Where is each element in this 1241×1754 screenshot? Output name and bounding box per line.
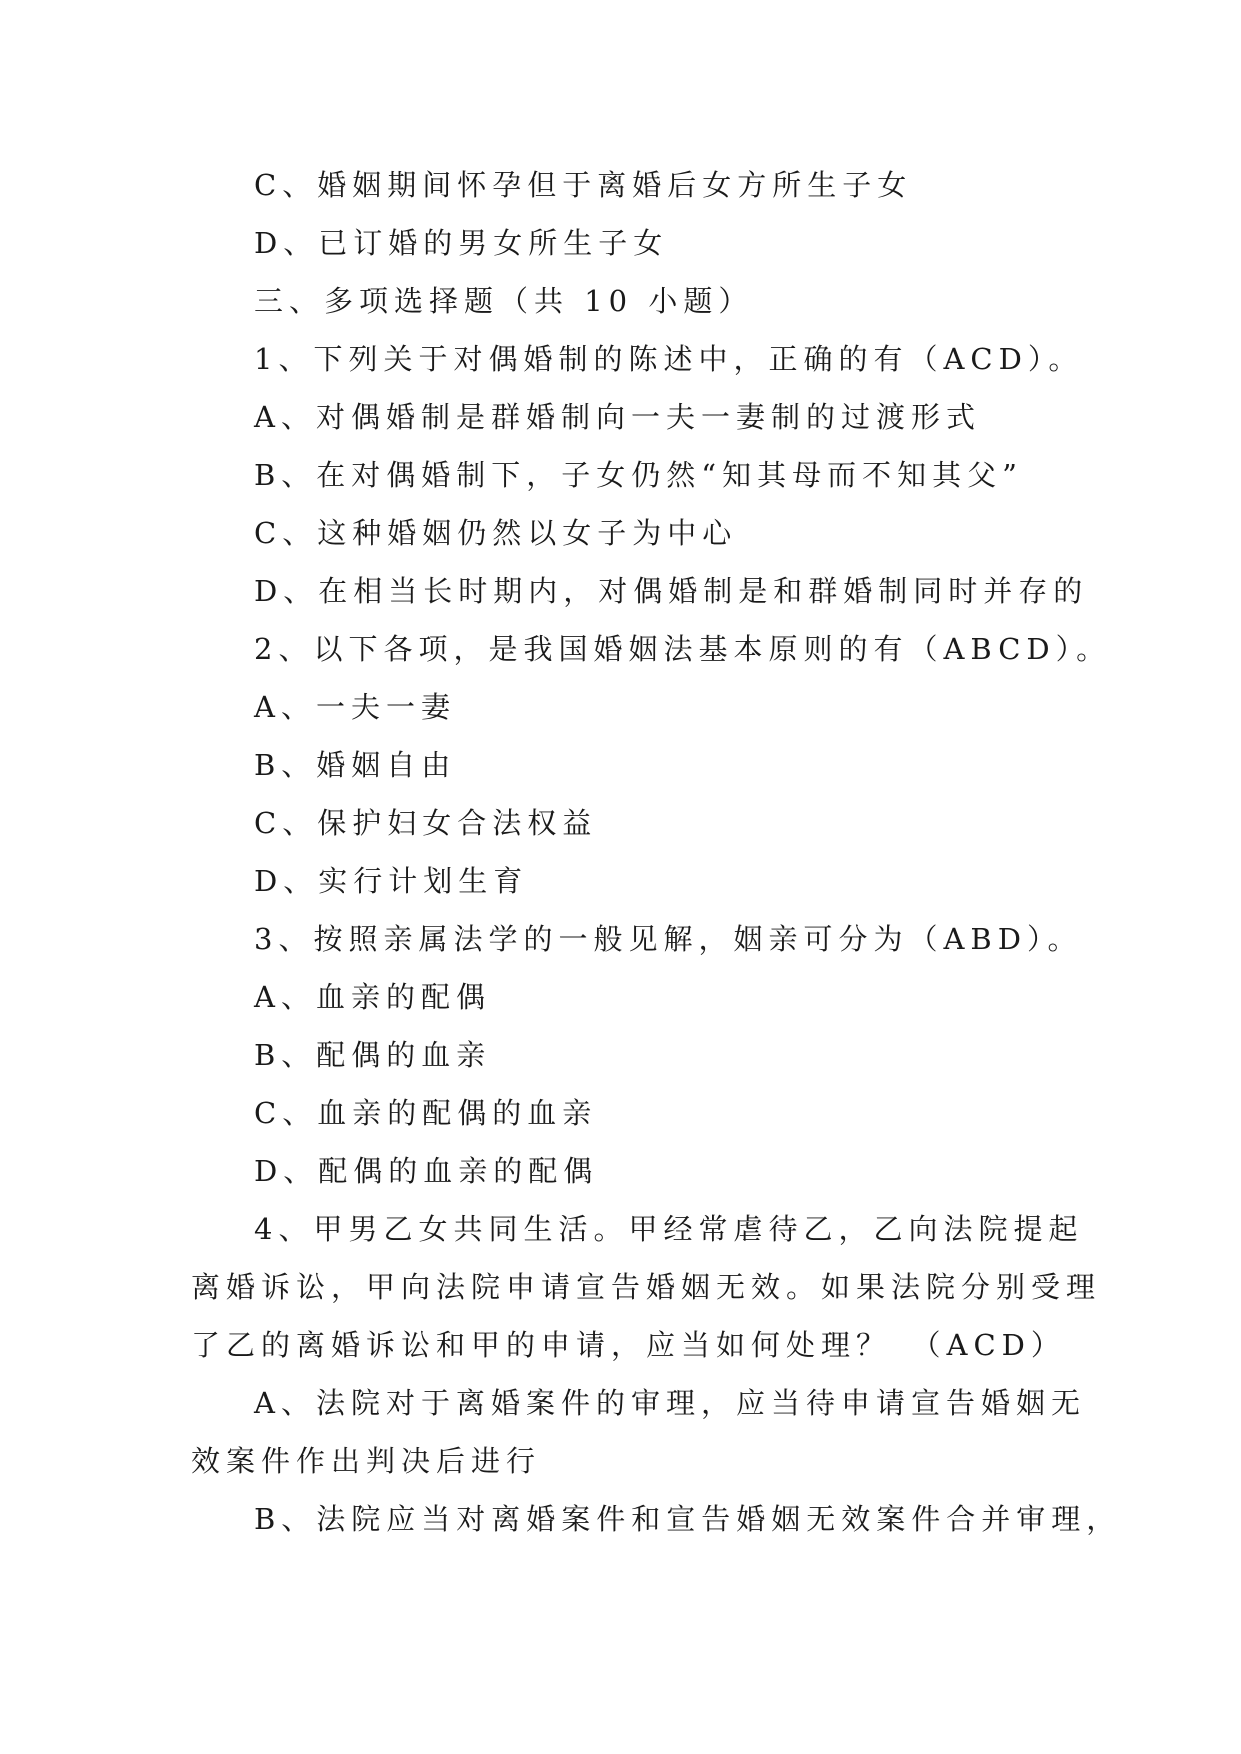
q3-option-b: B、配偶的血亲 [254, 1038, 492, 1072]
section-heading-multiple-choice: 三、多项选择题（共 10 小题） [254, 284, 754, 318]
q1-option-d: D、在相当长时期内，对偶婚制是和群婚制同时并存的 [254, 574, 1089, 608]
q2-option-a: A、一夫一妻 [254, 690, 456, 724]
question-4-line-2: 离婚诉讼，甲向法院申请宣告婚姻无效。如果法院分别受理 [191, 1270, 1102, 1304]
question-1: 1、下列关于对偶婚制的陈述中，正确的有（ACD）。 [254, 342, 1084, 376]
q4-option-a-line-2: 效案件作出判决后进行 [191, 1444, 542, 1478]
question-4-line-3: 了乙的离婚诉讼和甲的申请，应当如何处理？ （ACD） [191, 1328, 1066, 1362]
q3-option-a: A、血亲的配偶 [254, 980, 491, 1014]
q1-option-a: A、对偶婚制是群婚制向一夫一妻制的过渡形式 [254, 400, 981, 434]
q1-option-b: B、在对偶婚制下，子女仍然“知其母而不知其父” [254, 458, 1023, 492]
question-3: 3、按照亲属法学的一般见解，姻亲可分为（ABD）。 [254, 922, 1083, 956]
option-d-q-prev: D、已订婚的男女所生子女 [254, 226, 669, 260]
q3-option-c: C、血亲的配偶的血亲 [254, 1096, 598, 1130]
q1-option-c: C、这种婚姻仍然以女子为中心 [254, 516, 738, 550]
q2-option-c: C、保护妇女合法权益 [254, 806, 598, 840]
q2-option-d: D、实行计划生育 [254, 864, 529, 898]
q4-option-b-line-1: B、法院应当对离婚案件和宣告婚姻无效案件合并审理， [254, 1502, 1122, 1536]
q3-option-d: D、配偶的血亲的配偶 [254, 1154, 599, 1188]
question-4-line-1: 4、甲男乙女共同生活。甲经常虐待乙，乙向法院提起 [254, 1212, 1084, 1246]
option-c-q-prev: C、婚姻期间怀孕但于离婚后女方所生子女 [254, 168, 913, 202]
question-2: 2、以下各项，是我国婚姻法基本原则的有（ABCD）。 [254, 632, 1112, 666]
q4-option-a-line-1: A、法院对于离婚案件的审理，应当待申请宣告婚姻无 [254, 1386, 1086, 1420]
q2-option-b: B、婚姻自由 [254, 748, 457, 782]
